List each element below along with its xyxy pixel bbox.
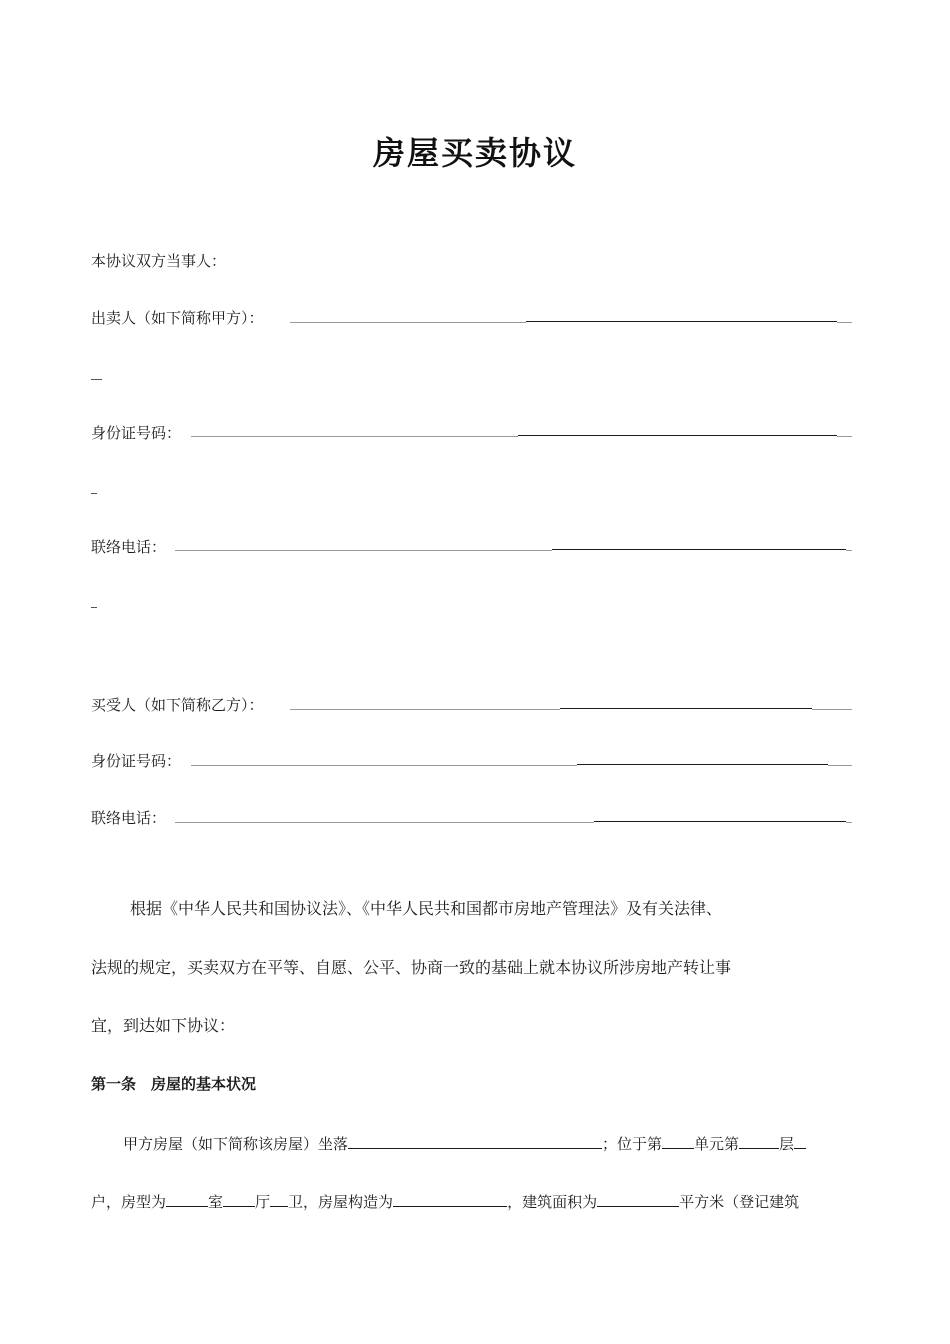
structure-field[interactable] — [393, 1192, 507, 1207]
rooms-label: 室 — [208, 1193, 224, 1211]
halls-label: 厅 — [255, 1193, 271, 1211]
baths-field[interactable] — [270, 1192, 288, 1207]
preamble-line-2: 法规的规定，买卖双方在平等、自愿、公平、协商一致的基础上就本协议所涉房地产转让事 — [91, 958, 732, 977]
page-title: 房屋买卖协议 — [372, 134, 577, 172]
room-number-field[interactable] — [794, 1134, 806, 1149]
unit-field[interactable] — [662, 1134, 694, 1149]
article-1-line-1 — [123, 1133, 806, 1154]
location-field[interactable] — [348, 1134, 602, 1149]
rooms-field[interactable] — [166, 1192, 208, 1207]
parties-intro: 本协议双方当事人： — [91, 252, 227, 270]
buyer-phone-label: 联络电话： — [91, 809, 167, 827]
location-label: 甲方房屋（如下简称该房屋）坐落 — [123, 1135, 349, 1153]
halls-field[interactable] — [223, 1192, 255, 1207]
seller-id-label: 身份证号码： — [91, 424, 182, 442]
floor-prefix-label: ；位于第 — [602, 1135, 663, 1153]
article-1-line-2 — [91, 1191, 799, 1212]
structure-label: 卫，房屋构造为 — [288, 1193, 394, 1211]
area-unit-label: 平方米（登记建筑 — [679, 1193, 800, 1211]
article-1-heading: 第一条 房屋的基本状况 — [91, 1075, 257, 1093]
buyer-id-label: 身份证号码： — [91, 752, 182, 770]
seller-phone-label: 联络电话： — [91, 538, 167, 556]
area-label: ，建筑面积为 — [507, 1193, 598, 1211]
preamble-line-3: 宜，到达如下协议： — [91, 1016, 236, 1035]
buyer-name-label: 买受人（如下简称乙方）： — [91, 696, 264, 714]
area-field[interactable] — [597, 1192, 679, 1207]
seller-name-label: 出卖人（如下简称甲方）： — [91, 309, 264, 327]
unit-label: 单元第 — [694, 1135, 740, 1153]
unit-type-label: 户，房型为 — [91, 1193, 167, 1211]
floor-field[interactable] — [739, 1134, 779, 1149]
preamble-line-1: 根据《中华人民共和国协议法》、《中华人民共和国都市房地产管理法》及有关法律、 — [130, 899, 723, 918]
floor-label: 层 — [779, 1135, 795, 1153]
